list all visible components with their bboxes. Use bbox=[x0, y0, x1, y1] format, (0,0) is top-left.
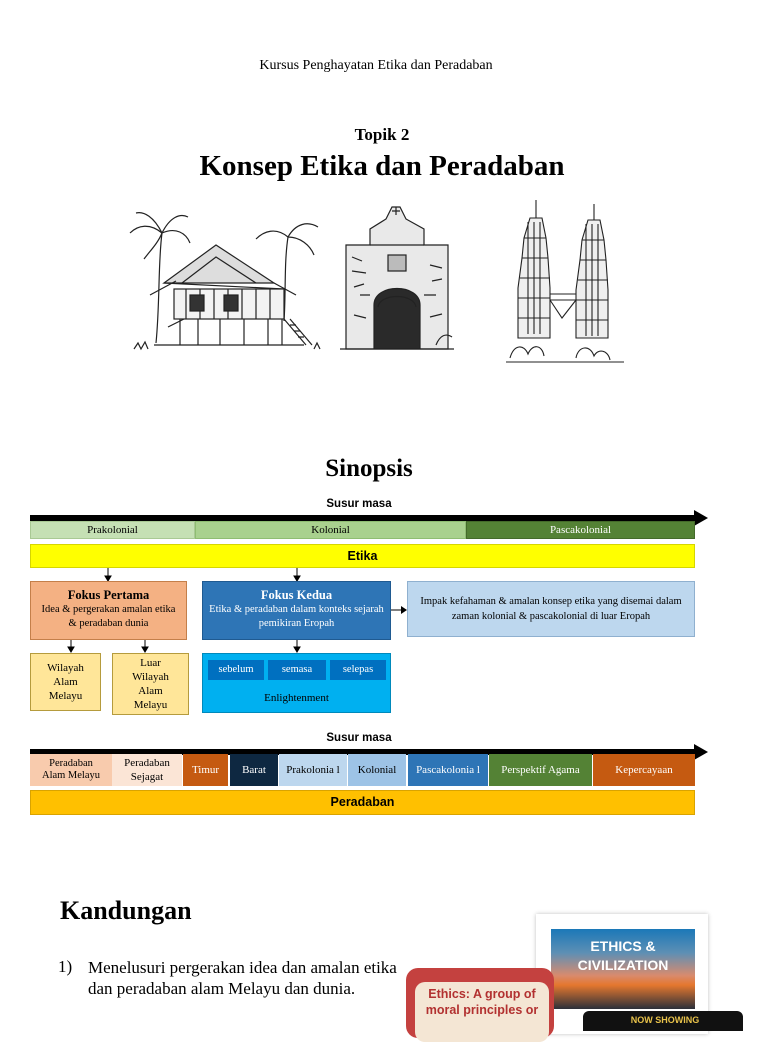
page-title: Konsep Etika dan Peradaban bbox=[199, 150, 565, 182]
dark-video-card-text: NOW SHOWING bbox=[630, 1015, 700, 1025]
timeline-arrow-head-icon bbox=[694, 510, 708, 526]
peradaban-item-alam-melayu: Peradaban Alam Melayu bbox=[30, 754, 112, 786]
fokus-kedua-title: Fokus Kedua bbox=[260, 588, 333, 602]
ethics-definition-text: Ethics: A group of moral principles or bbox=[425, 987, 539, 1017]
peradaban-item-kepercayaan: Kepercayaan bbox=[593, 754, 695, 786]
peradaban-item-sejagat: Peradaban Sejagat bbox=[112, 754, 182, 786]
ethics-cover-title: ETHICS & CIVILIZATION bbox=[577, 938, 669, 973]
wilayah-alam-melayu-box: Wilayah Alam Melayu bbox=[30, 653, 101, 711]
peradaban-item-barat: Barat bbox=[230, 754, 278, 786]
content-item-text: Menelusuri pergerakan idea dan amalan etika dan peradaban alam Melayu dan dunia. bbox=[88, 958, 397, 998]
fokus-pertama-title: Fokus Pertama bbox=[67, 588, 150, 602]
stage-sebelum: sebelum bbox=[208, 660, 264, 680]
enlightenment-label: Enlightenment bbox=[264, 692, 329, 704]
era-kolonial: Kolonial bbox=[195, 521, 466, 539]
era-prakolonial: Prakolonial bbox=[30, 521, 195, 539]
topic-number: Topik 2 bbox=[354, 125, 410, 144]
connector-arrows-2 bbox=[0, 640, 768, 654]
connector-arrows bbox=[0, 568, 768, 582]
enlightenment-box bbox=[202, 653, 391, 713]
sinopsis-heading: Sinopsis bbox=[325, 455, 413, 482]
etika-bar: Etika bbox=[30, 544, 695, 568]
kandungan-heading: Kandungan bbox=[60, 896, 192, 925]
timeline-label-2: Susur masa bbox=[326, 732, 392, 744]
timeline-label: Susur masa bbox=[326, 498, 392, 510]
a-famosa-gate-icon bbox=[340, 205, 454, 351]
malay-house-icon bbox=[124, 203, 326, 355]
course-title: Kursus Penghayatan Etika dan Peradaban bbox=[259, 58, 493, 73]
peradaban-item-timur: Timur bbox=[183, 754, 228, 786]
fokus-kedua-desc: Etika & peradaban dalam konteks sejarah pemikiran Eropah bbox=[209, 604, 384, 629]
peradaban-item-pascakolonial: Pascakolonia l bbox=[408, 754, 488, 786]
content-item-number: 1) bbox=[58, 957, 73, 976]
timeline-arrow-head-2-icon bbox=[694, 744, 708, 760]
fokus-kedua-box bbox=[202, 581, 391, 640]
peradaban-item-perspektif-agama: Perspektif Agama bbox=[489, 754, 592, 786]
peradaban-item-prakolonial: Prakolonia l bbox=[279, 754, 347, 786]
peradaban-bar: Peradaban bbox=[30, 790, 695, 815]
era-pascakolonial: Pascakolonial bbox=[466, 521, 695, 539]
fokus-pertama-box bbox=[30, 581, 187, 640]
twin-towers-icon bbox=[506, 198, 624, 364]
stage-semasa: semasa bbox=[268, 660, 326, 680]
impak-box: Impak kefahaman & amalan konsep etika yang disemai dalam zaman kolonial & pascakolonial di luar Eropah bbox=[407, 581, 695, 637]
fokus-pertama-desc: Idea & pergerakan amalan etika & peradaban dunia bbox=[41, 604, 176, 629]
peradaban-item-kolonial: Kolonial bbox=[348, 754, 406, 786]
luar-wilayah-box: Luar Wilayah Alam Melayu bbox=[112, 653, 189, 715]
stage-selepas: selepas bbox=[330, 660, 386, 680]
